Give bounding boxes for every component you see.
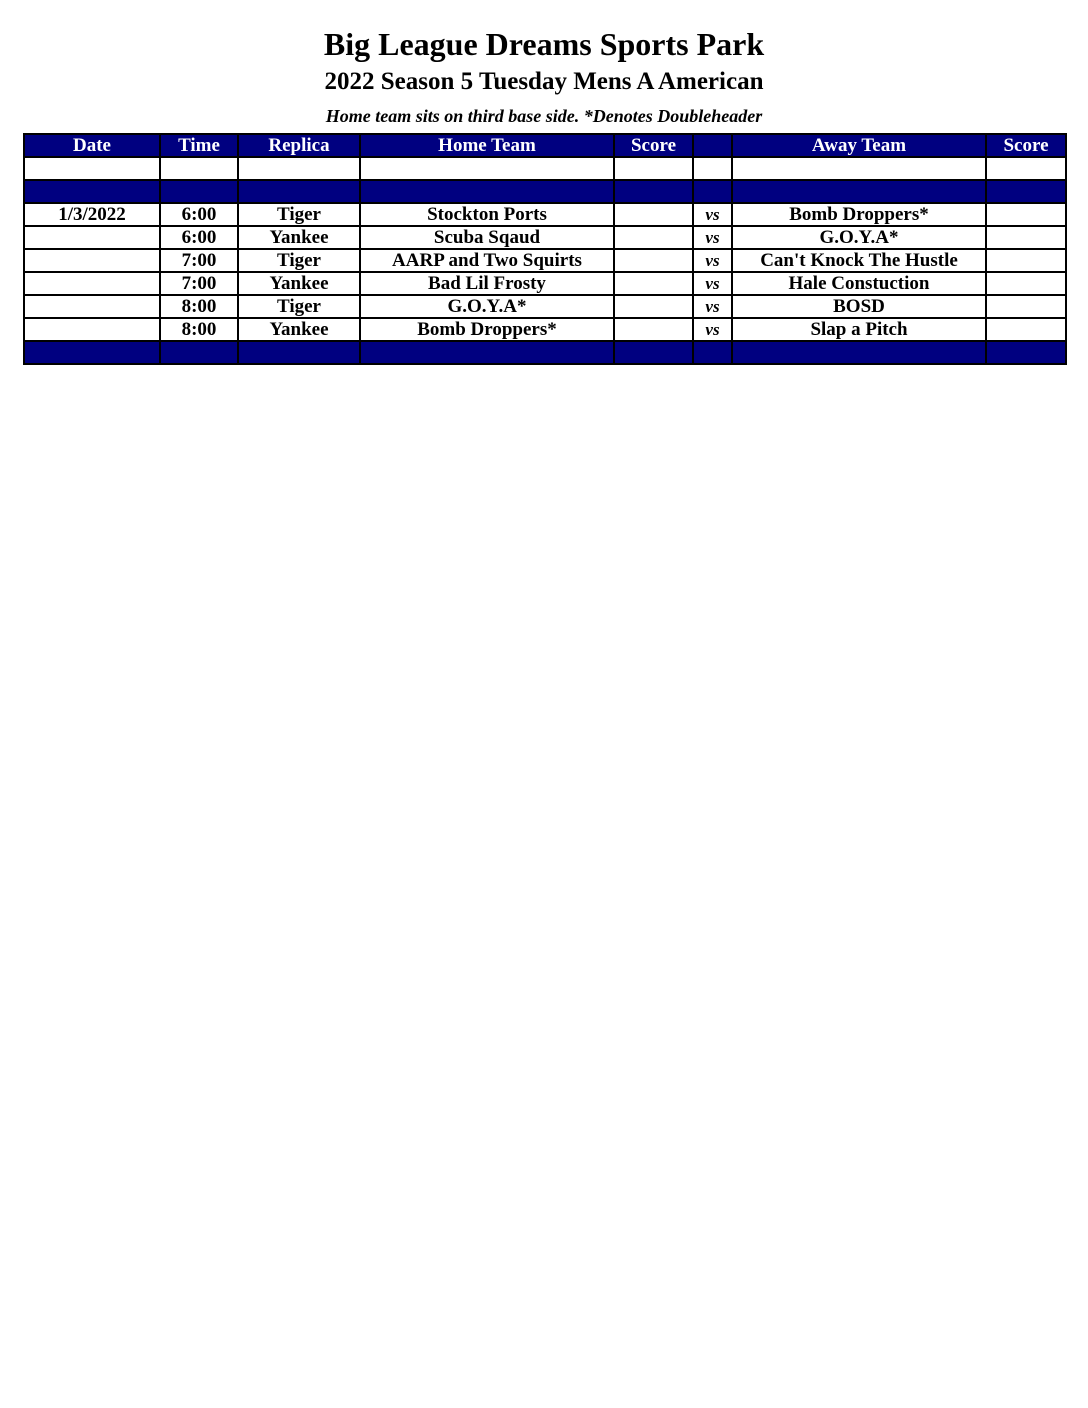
home-score xyxy=(614,249,693,272)
away-score xyxy=(986,249,1066,272)
game-time: 8:00 xyxy=(160,295,238,318)
vs-label: vs xyxy=(693,226,732,249)
home-team: Bomb Droppers* xyxy=(360,318,614,341)
game-replica-field: Tiger xyxy=(238,203,360,226)
column-header-home-team: Home Team xyxy=(360,134,614,157)
schedule-note: Home team sits on third base side. *Denotes Doubleheader xyxy=(325,106,763,126)
game-time: 7:00 xyxy=(160,272,238,295)
game-time: 6:00 xyxy=(160,226,238,249)
game-time: 8:00 xyxy=(160,318,238,341)
empty-cell xyxy=(24,157,160,180)
away-team: Hale Constuction xyxy=(732,272,986,295)
away-score xyxy=(986,203,1066,226)
empty-cell xyxy=(614,157,693,180)
game-date: 1/3/2022 xyxy=(24,203,160,226)
vs-label: vs xyxy=(693,203,732,226)
column-header-date: Date xyxy=(24,134,160,157)
band-cell xyxy=(360,180,614,203)
empty-cell xyxy=(693,157,732,180)
column-header-away-team: Away Team xyxy=(732,134,986,157)
game-row xyxy=(24,272,1066,295)
band-cell xyxy=(693,341,732,364)
band-cell xyxy=(614,341,693,364)
home-team: Scuba Sqaud xyxy=(360,226,614,249)
home-team: G.O.Y.A* xyxy=(360,295,614,318)
away-score xyxy=(986,318,1066,341)
band-cell xyxy=(732,180,986,203)
home-score xyxy=(614,203,693,226)
game-date xyxy=(24,318,160,341)
game-replica-field: Yankee xyxy=(238,226,360,249)
empty-cell xyxy=(238,157,360,180)
band-cell xyxy=(732,341,986,364)
band-cell xyxy=(693,180,732,203)
away-team: Bomb Droppers* xyxy=(732,203,986,226)
empty-cell xyxy=(160,157,238,180)
band-cell xyxy=(24,180,160,203)
vs-label: vs xyxy=(693,272,732,295)
footer-band-row xyxy=(24,341,1066,364)
game-date xyxy=(24,272,160,295)
game-replica-field: Yankee xyxy=(238,272,360,295)
band-cell xyxy=(160,180,238,203)
game-date xyxy=(24,226,160,249)
game-row xyxy=(24,318,1066,341)
game-date xyxy=(24,295,160,318)
band-cell xyxy=(986,180,1066,203)
away-team: BOSD xyxy=(732,295,986,318)
away-team: G.O.Y.A* xyxy=(732,226,986,249)
band-cell xyxy=(238,341,360,364)
band-cell xyxy=(614,180,693,203)
empty-cell xyxy=(986,157,1066,180)
game-replica-field: Tiger xyxy=(238,295,360,318)
column-header-vs xyxy=(693,134,732,157)
schedule-table xyxy=(23,133,1067,365)
home-score xyxy=(614,318,693,341)
away-score xyxy=(986,226,1066,249)
column-header-home-score: Score xyxy=(614,134,693,157)
vs-label: vs xyxy=(693,249,732,272)
away-team: Can't Knock The Hustle xyxy=(732,249,986,272)
vs-label: vs xyxy=(693,295,732,318)
game-row xyxy=(24,203,1066,226)
band-cell xyxy=(24,341,160,364)
home-team: AARP and Two Squirts xyxy=(360,249,614,272)
game-date xyxy=(24,249,160,272)
separator-band-row xyxy=(24,180,1066,203)
away-team: Slap a Pitch xyxy=(732,318,986,341)
away-score xyxy=(986,295,1066,318)
away-score xyxy=(986,272,1066,295)
game-time: 6:00 xyxy=(160,203,238,226)
home-score xyxy=(614,226,693,249)
column-header-away-score: Score xyxy=(986,134,1066,157)
band-cell xyxy=(360,341,614,364)
game-row xyxy=(24,249,1066,272)
vs-label: vs xyxy=(693,318,732,341)
home-score xyxy=(614,272,693,295)
band-cell xyxy=(160,341,238,364)
empty-row xyxy=(24,157,1066,180)
page-title: Big League Dreams Sports Park xyxy=(323,26,765,62)
table-body xyxy=(24,157,1066,364)
band-cell xyxy=(986,341,1066,364)
home-team: Bad Lil Frosty xyxy=(360,272,614,295)
empty-cell xyxy=(732,157,986,180)
column-header-replica: Replica xyxy=(238,134,360,157)
game-row xyxy=(24,295,1066,318)
home-team: Stockton Ports xyxy=(360,203,614,226)
game-time: 7:00 xyxy=(160,249,238,272)
home-score xyxy=(614,295,693,318)
column-header-time: Time xyxy=(160,134,238,157)
game-row xyxy=(24,226,1066,249)
game-replica-field: Yankee xyxy=(238,318,360,341)
table-header-row xyxy=(24,134,1066,157)
season-subtitle: 2022 Season 5 Tuesday Mens A American xyxy=(324,68,764,95)
empty-cell xyxy=(360,157,614,180)
band-cell xyxy=(238,180,360,203)
game-replica-field: Tiger xyxy=(238,249,360,272)
